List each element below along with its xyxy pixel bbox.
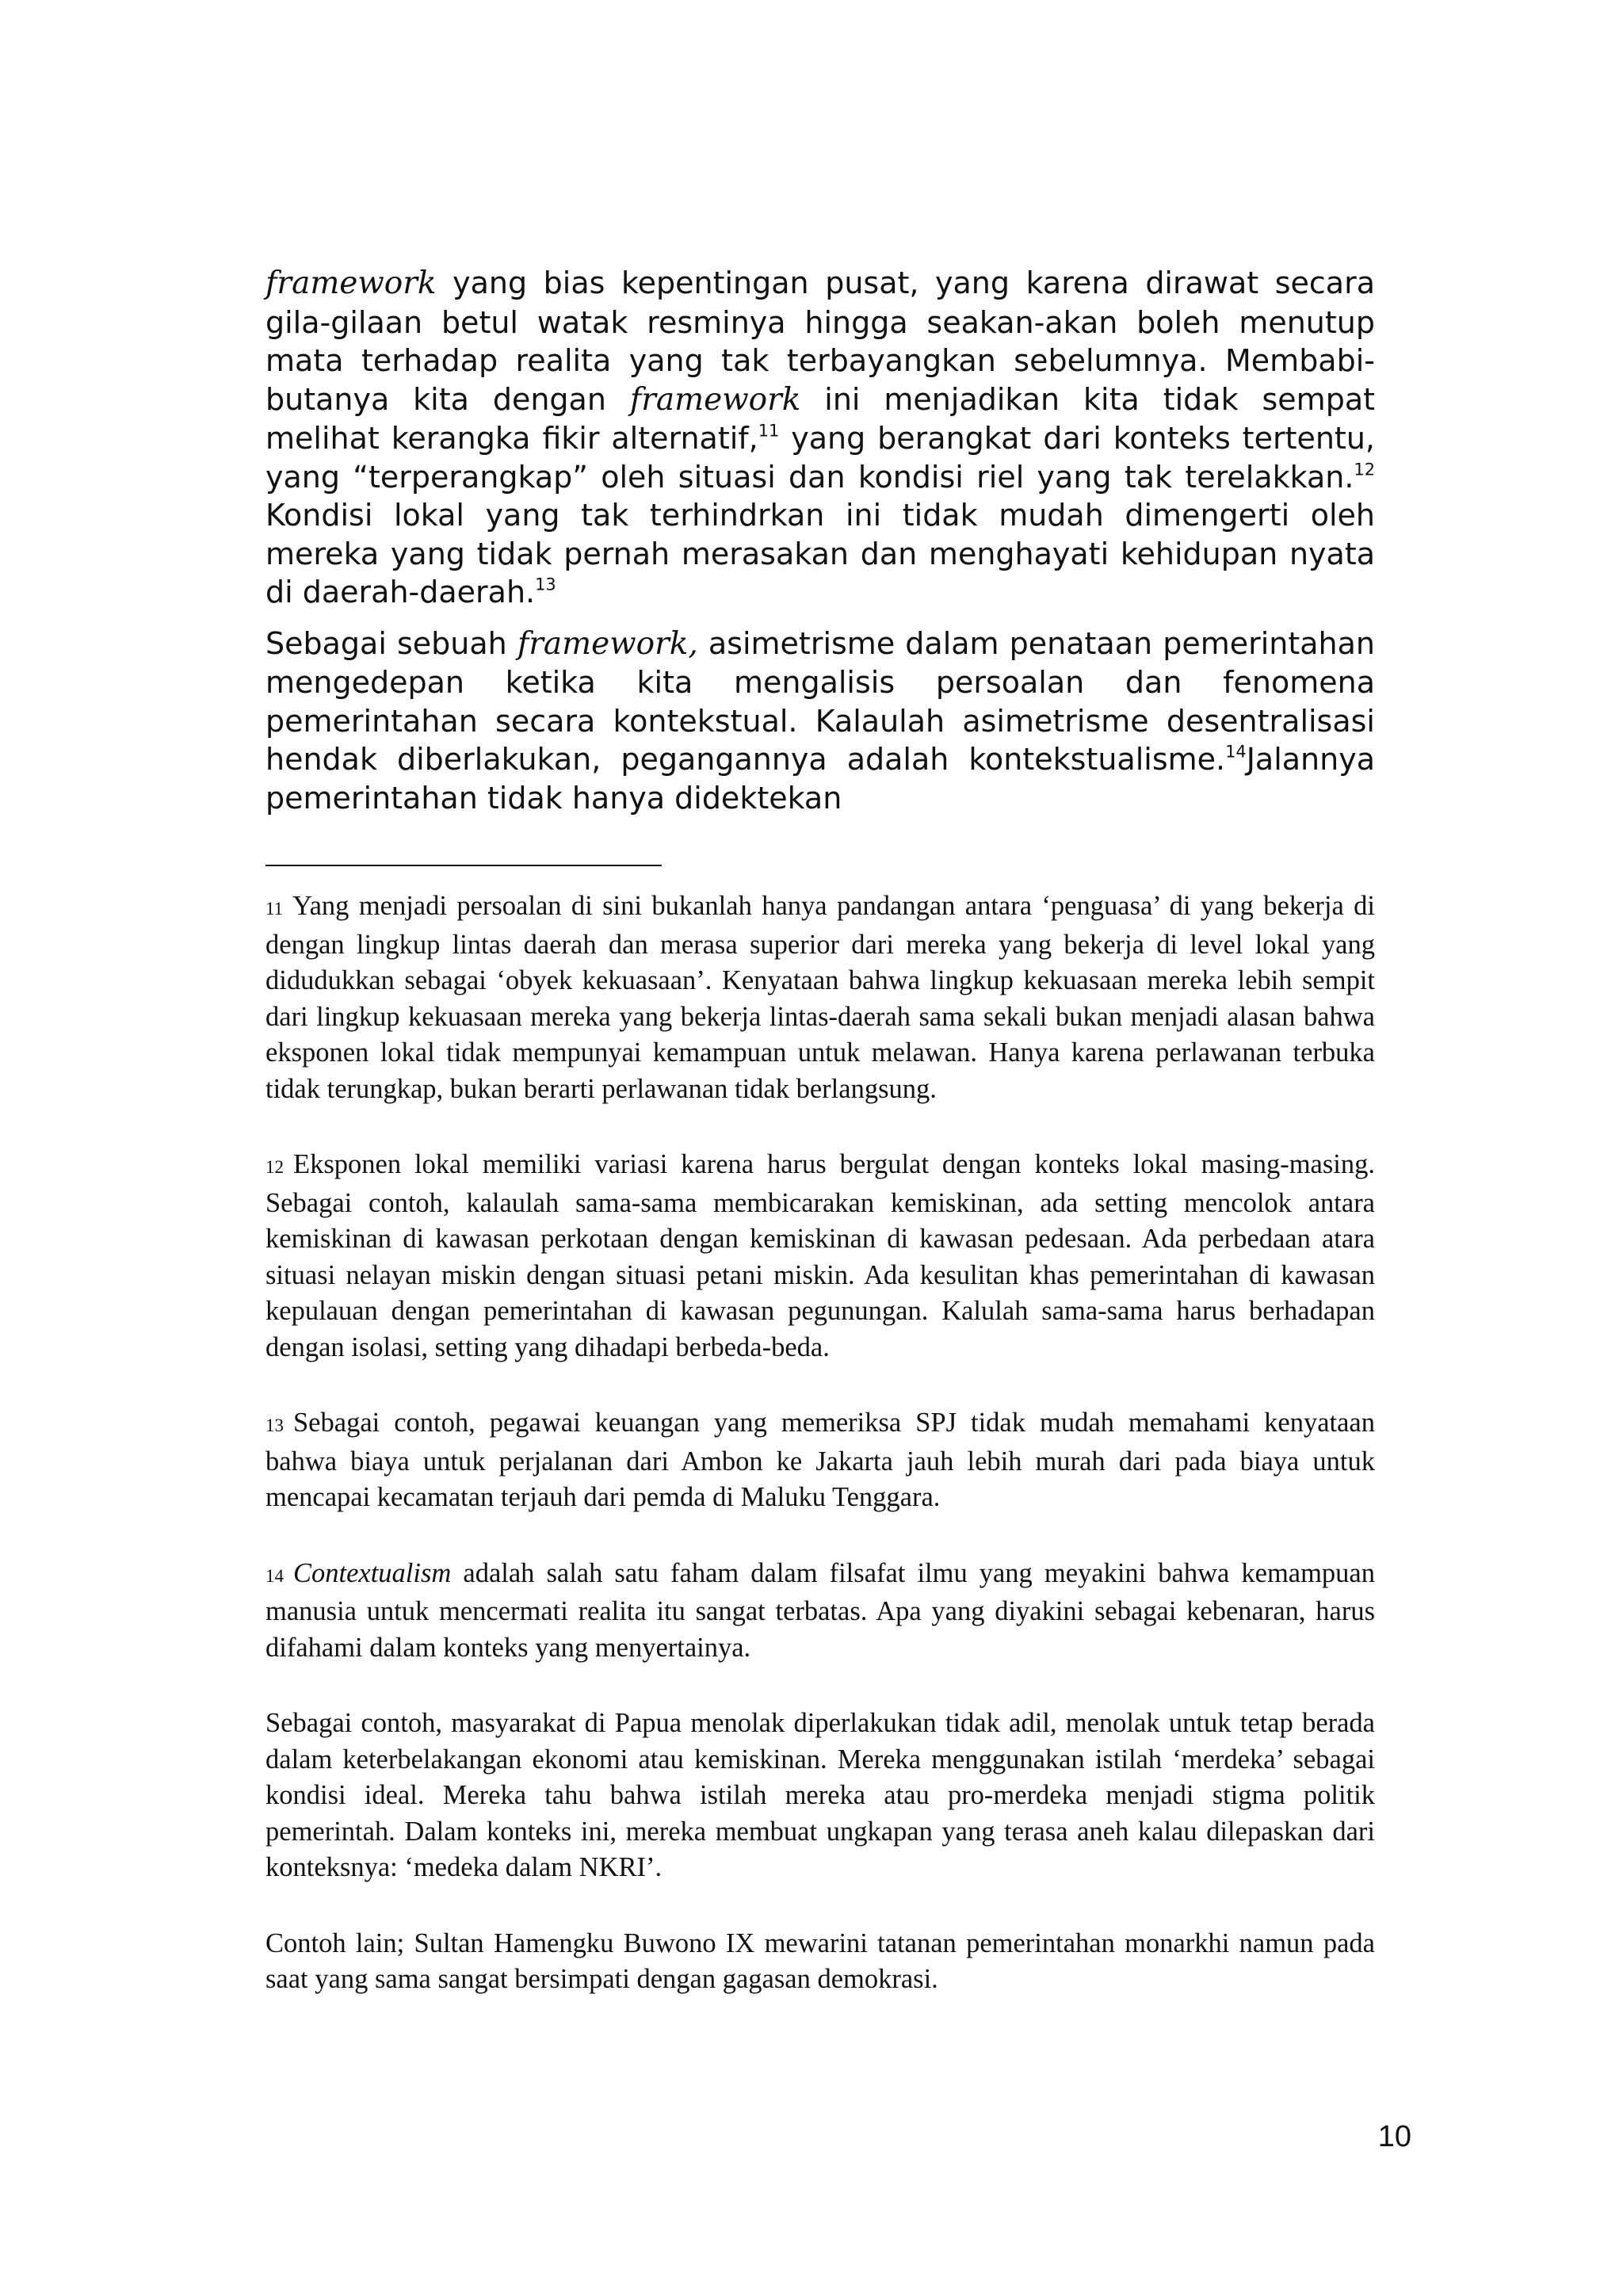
footnote-ref-11[interactable]: 11 <box>758 421 780 441</box>
footnote-text: Eksponen lokal memiliki variasi karena harus bergulat dengan konteks lokal masing-masing. Sebagai contoh, kalaulah sama-sama membicarakan kemiskinan, ada setting mencolok antara kemiskinan di kawasan perkotaan dengan kemiskinan di kawasan pedesaan. Ada perbedaan atara situasi nelayan miskin dengan situasi petani miskin. Ada kesulitan khas pemerintahan di kawasan kepulauan dengan pemerintahan di kawasan pegunungan. Kalulah sama-sama harus berhadapan dengan isolasi, setting yang dihadapi berbeda-beda. <box>265 1149 1375 1362</box>
footnote-term: Contextualism <box>293 1557 452 1588</box>
footnote-11 <box>265 888 1375 1107</box>
footnote-continuation-1: Sebagai contoh, masyarakat di Papua menolak diperlakukan tidak adil, menolak untuk tetap berada dalam keterbelakangan ekonomi atau kemiskinan. Mereka menggunakan istilah ‘merdeka’ sebagai kondisi ideal. Mereka tahu bahwa istilah mereka atau pro-merdeka menjadi stigma politik pemerintah. Dalam konteks ini, mereka membuat ungkapan yang terasa aneh kalau dilepaskan dari konteksnya: ‘medeka dalam NKRI’. <box>265 1708 1375 1882</box>
footnote-ref-12[interactable]: 12 <box>1354 459 1375 479</box>
body-paragraph-2 <box>265 625 1375 818</box>
footnote-ref-14[interactable]: 14 <box>1225 742 1247 762</box>
footnote-ref-13[interactable]: 13 <box>535 575 556 594</box>
footnote-text: Yang menjadi persoalan di sini bukanlah hanya pandangan antara ‘penguasa’ di yang bekerja di dengan lingkup lintas daerah dan merasa superior dari mereka yang bekerja di level lokal yang didudukkan sebagai ‘obyek kekuasaan’. Kenyataan bahwa lingkup kekuasaan mereka lebih sempit dari lingkup kekuasaan mereka yang bekerja lintas-daerah sama sekali bukan menjadi alasan bahwa eksponen lokal tidak mempunyai kemampuan untuk melawan. Hanya karena perlawanan terbuka tidak terungkap, bukan berarti perlawanan tidak berlangsung. <box>265 891 1375 1104</box>
footnote-number: 13 <box>265 1415 284 1435</box>
body-text-run: yang berangkat dari konteks tertentu, yang “terperangkap” oleh situasi dan kondisi riel yang tak terelakkan. <box>265 421 1375 495</box>
footnote-12 <box>265 1147 1375 1366</box>
footnote-continuation-2: Contoh lain; Sultan Hamengku Buwono IX mewarini tatanan pemerintahan monarkhi namun pada saat yang sama sangat bersimpati dengan gagasan demokrasi. <box>265 1927 1375 1994</box>
footnote-number: 11 <box>265 899 284 919</box>
body-text-run: Jalannya pemerintahan tidak hanya didektekan <box>265 742 1375 816</box>
term-framework: framework, <box>517 625 698 662</box>
footnote-number: 12 <box>265 1157 284 1177</box>
footnote-text: Sebagai contoh, pegawai keuangan yang memeriksa SPJ tidak mudah memahami kenyataan bahwa biaya untuk perjalanan dari Ambon ke Jakarta jauh lebih murah dari pada biaya untuk mencapai kecamatan terjauh dari pemda di Maluku Tenggara. <box>265 1408 1375 1512</box>
footnote-separator <box>265 865 662 866</box>
footnote-13 <box>265 1405 1375 1516</box>
body-paragraph-1 <box>265 264 1375 612</box>
page-number: 10 <box>1377 2120 1411 2153</box>
footnote-14 <box>265 1556 1375 1667</box>
footnote-text: adalah salah satu faham dalam filsafat ilmu yang meyakini bahwa kemampuan manusia untuk mencermati realita itu sangat terbatas. Apa yang diyakini sebagai kebenaran, harus difahami dalam konteks yang menyertainya. <box>265 1557 1375 1663</box>
page-content <box>265 264 1375 2038</box>
term-framework: framework <box>265 266 437 301</box>
body-text-run: ini menjadikan kita tidak sempat melihat kerangka fikir alternatif, <box>265 381 1375 456</box>
body-text-run: Kondisi lokal yang tak terhindrkan ini tidak mudah dimengerti oleh mereka yang tidak pernah merasakan dan menghayati kehidupan nyata di daerah-daerah. <box>265 498 1375 609</box>
body-text-run: yang bias kepentingan pusat, yang karena dirawat secara gila-gilaan betul watak resminya hingga seakan-akan boleh menutup mata terhadap realita yang tak terbayangkan sebelumnya. Membabi-butanya kita dengan <box>265 266 1375 417</box>
term-framework: framework <box>629 381 801 418</box>
footnote-number: 14 <box>265 1565 284 1586</box>
body-text-run: asimetrisme dalam penataan pemerintahan mengedepan ketika kita mengalisis persoalan dan fenomena pemerintahan secara kontekstual. Kalaulah asimetrisme desentralisasi hendak diberlakukan, pegangannya adalah kontekstualisme. <box>265 625 1375 777</box>
body-text-run: Sebagai sebuah <box>265 625 517 661</box>
